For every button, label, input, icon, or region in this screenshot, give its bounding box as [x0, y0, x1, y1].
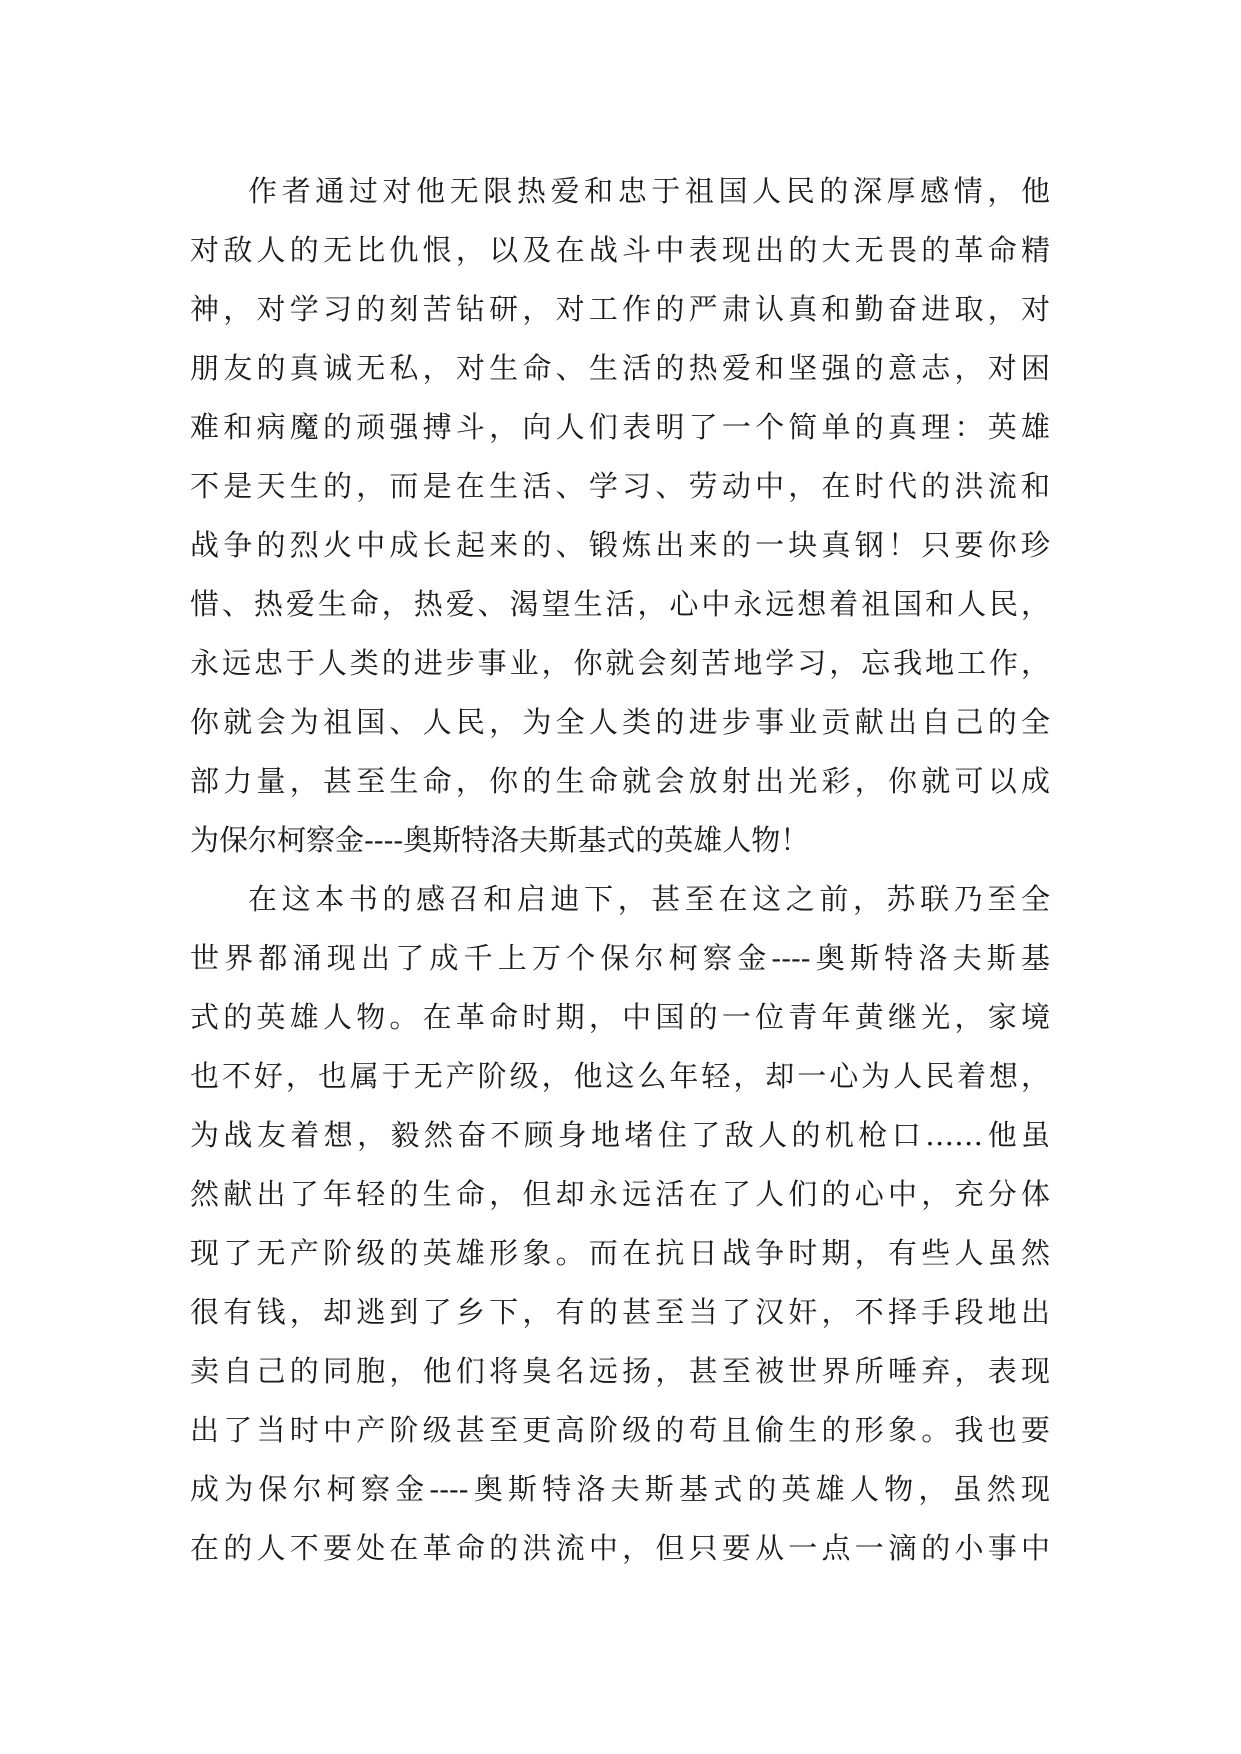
document-body: [190, 162, 1050, 1578]
text-line: 然献出了年轻的生命，但却永远活在了人们的心中，充分体: [190, 1177, 1050, 1211]
text-line: 你就会为祖国、人民，为全人类的进步事业贡献出自己的全: [190, 705, 1050, 739]
paragraph-1: [190, 162, 1050, 870]
paragraph-2: [190, 870, 1050, 1578]
text-line: 永远忠于人类的进步事业，你就会刻苦地学习，忘我地工作，: [190, 646, 1050, 680]
text-line: 在这本书的感召和启迪下，甚至在这之前，苏联乃至全: [248, 882, 1050, 916]
text-line: 也不好，也属于无产阶级，他这么年轻，却一心为人民着想，: [190, 1059, 1050, 1093]
text-line: 神，对学习的刻苦钻研，对工作的严肃认真和勤奋进取，对: [190, 292, 1050, 326]
text-line: 世界都涌现出了成千上万个保尔柯察金----奥斯特洛夫斯基: [190, 941, 1050, 975]
text-line: 很有钱，却逃到了乡下，有的甚至当了汉奸，不择手段地出: [190, 1295, 1050, 1329]
text-line: 为保尔柯察金----奥斯特洛夫斯基式的英雄人物！: [190, 823, 810, 857]
text-line: 在的人不要处在革命的洪流中，但只要从一点一滴的小事中: [190, 1531, 1050, 1565]
text-line: 不是天生的，而是在生活、学习、劳动中，在时代的洪流和: [190, 469, 1050, 503]
text-line: 出了当时中产阶级甚至更高阶级的苟且偷生的形象。我也要: [190, 1413, 1050, 1447]
text-line: 卖自己的同胞，他们将臭名远扬，甚至被世界所唾弃，表现: [190, 1354, 1050, 1388]
text-line: 对敌人的无比仇恨，以及在战斗中表现出的大无畏的革命精: [190, 233, 1050, 267]
text-line: 作者通过对他无限热爱和忠于祖国人民的深厚感情，他: [248, 174, 1050, 208]
text-line: 朋友的真诚无私，对生命、生活的热爱和坚强的意志，对困: [190, 351, 1050, 385]
text-line: 部力量，甚至生命，你的生命就会放射出光彩，你就可以成: [190, 764, 1050, 798]
text-line: 难和病魔的顽强搏斗，向人们表明了一个简单的真理：英雄: [190, 410, 1050, 444]
text-line: 现了无产阶级的英雄形象。而在抗日战争时期，有些人虽然: [190, 1236, 1050, 1270]
text-line: 惜、热爱生命，热爱、渴望生活，心中永远想着祖国和人民，: [190, 587, 1050, 621]
text-line: 成为保尔柯察金----奥斯特洛夫斯基式的英雄人物，虽然现: [190, 1472, 1050, 1506]
text-line: 式的英雄人物。在革命时期，中国的一位青年黄继光，家境: [190, 1000, 1050, 1034]
text-line: 为战友着想，毅然奋不顾身地堵住了敌人的机枪口……他虽: [190, 1118, 1050, 1152]
text-line: 战争的烈火中成长起来的、锻炼出来的一块真钢！只要你珍: [190, 528, 1050, 562]
